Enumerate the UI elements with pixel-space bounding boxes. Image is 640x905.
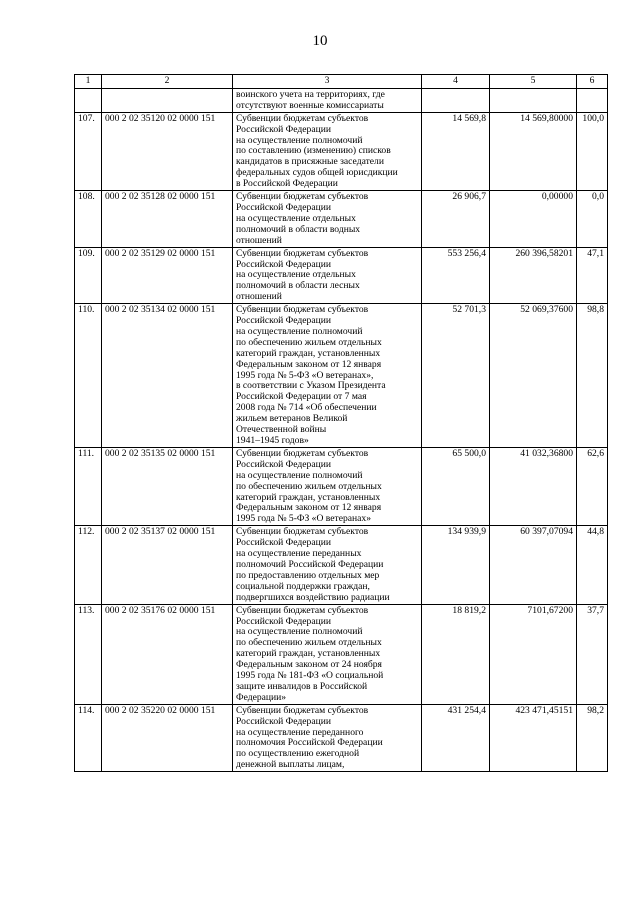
header-cell-6: 6 <box>577 75 608 89</box>
planned-amount: 14 569,8 <box>422 112 490 190</box>
actual-amount: 60 397,07094 <box>490 526 577 604</box>
planned-amount: 134 939,9 <box>422 526 490 604</box>
execution-percent: 44,8 <box>577 526 608 604</box>
planned-amount: 431 254,4 <box>422 704 490 771</box>
budget-code: 000 2 02 35176 02 0000 151 <box>102 604 233 704</box>
budget-code: 000 2 02 35134 02 0000 151 <box>102 304 233 448</box>
header-cell-1: 1 <box>75 75 102 89</box>
header-cell-4: 4 <box>422 75 490 89</box>
execution-percent: 98,8 <box>577 304 608 448</box>
row-number: 108. <box>75 191 102 248</box>
row-number: 111. <box>75 447 102 525</box>
actual-amount: 14 569,80000 <box>490 112 577 190</box>
actual-amount: 7101,67200 <box>490 604 577 704</box>
row-number: 114. <box>75 704 102 771</box>
row-number: 113. <box>75 604 102 704</box>
budget-table <box>74 74 608 772</box>
row-number: 110. <box>75 304 102 448</box>
table-row <box>75 247 608 304</box>
header-cell-3: 3 <box>233 75 422 89</box>
budget-code: 000 2 02 35128 02 0000 151 <box>102 191 233 248</box>
table-row <box>75 704 608 771</box>
table-row <box>75 447 608 525</box>
execution-percent: 62,6 <box>577 447 608 525</box>
actual-amount: 52 069,37600 <box>490 304 577 448</box>
header-row <box>75 75 608 89</box>
row-number: 109. <box>75 247 102 304</box>
budget-code: 000 2 02 35137 02 0000 151 <box>102 526 233 604</box>
continuation-text: воинского учета на территориях, где отсутствуют военные комиссариаты <box>233 88 422 112</box>
execution-percent: 0,0 <box>577 191 608 248</box>
budget-code: 000 2 02 35120 02 0000 151 <box>102 112 233 190</box>
row-number: 112. <box>75 526 102 604</box>
execution-percent: 100,0 <box>577 112 608 190</box>
table-row <box>75 304 608 448</box>
item-name: Субвенции бюджетам субъектов Российской Федерации на осуществление отдельных полномочий в области лесных отношений <box>233 247 422 304</box>
item-name: Субвенции бюджетам субъектов Российской Федерации на осуществление полномочий по обеспечению жильем отдельных категорий граждан, установленных Федеральным законом от 24 ноября 1995 года № 181-ФЗ «О социальной защите инвалидов в Российской Федерации» <box>233 604 422 704</box>
item-name: Субвенции бюджетам субъектов Российской Федерации на осуществление переданного полномочия Российской Федерации по осуществлению ежегодной денежной выплаты лицам, <box>233 704 422 771</box>
continuation-row <box>75 88 608 112</box>
actual-amount: 0,00000 <box>490 191 577 248</box>
header-cell-5: 5 <box>490 75 577 89</box>
table-row <box>75 191 608 248</box>
planned-amount: 18 819,2 <box>422 604 490 704</box>
item-name: Субвенции бюджетам субъектов Российской Федерации на осуществление полномочий по составлению (изменению) списков кандидатов в присяжные заседатели федеральных судов общей юрисдикции в Российской Федерации <box>233 112 422 190</box>
actual-amount: 260 396,58201 <box>490 247 577 304</box>
planned-amount: 52 701,3 <box>422 304 490 448</box>
execution-percent: 98,2 <box>577 704 608 771</box>
budget-code: 000 2 02 35129 02 0000 151 <box>102 247 233 304</box>
table-row <box>75 112 608 190</box>
actual-amount: 423 471,45151 <box>490 704 577 771</box>
budget-code: 000 2 02 35220 02 0000 151 <box>102 704 233 771</box>
item-name: Субвенции бюджетам субъектов Российской Федерации на осуществление отдельных полномочий в области водных отношений <box>233 191 422 248</box>
planned-amount: 26 906,7 <box>422 191 490 248</box>
planned-amount: 65 500,0 <box>422 447 490 525</box>
execution-percent: 37,7 <box>577 604 608 704</box>
planned-amount: 553 256,4 <box>422 247 490 304</box>
item-name: Субвенции бюджетам субъектов Российской Федерации на осуществление переданных полномочий Российской Федерации по предоставлению отдельных мер социальной поддержки граждан, подвергшихся воздействию радиации <box>233 526 422 604</box>
execution-percent: 47,1 <box>577 247 608 304</box>
table-row <box>75 604 608 704</box>
item-name: Субвенции бюджетам субъектов Российской Федерации на осуществление полномочий по обеспечению жильем отдельных категорий граждан, установленных Федеральным законом от 12 января 1995 года № 5-ФЗ «О ветеранах», в соответствии с Указом Президента Российской Федерации от 7 мая 2008 года № 714 «Об обеспечении жильем ветеранов Великой Отечественной войны 1941–1945 годов» <box>233 304 422 448</box>
row-number: 107. <box>75 112 102 190</box>
table-row <box>75 526 608 604</box>
actual-amount: 41 032,36800 <box>490 447 577 525</box>
page-number: 10 <box>312 33 328 49</box>
item-name: Субвенции бюджетам субъектов Российской Федерации на осуществление полномочий по обеспечению жильем отдельных категорий граждан, установленных Федеральным законом от 12 января 1995 года № 5-ФЗ «О ветеранах» <box>233 447 422 525</box>
header-cell-2: 2 <box>102 75 233 89</box>
budget-code: 000 2 02 35135 02 0000 151 <box>102 447 233 525</box>
